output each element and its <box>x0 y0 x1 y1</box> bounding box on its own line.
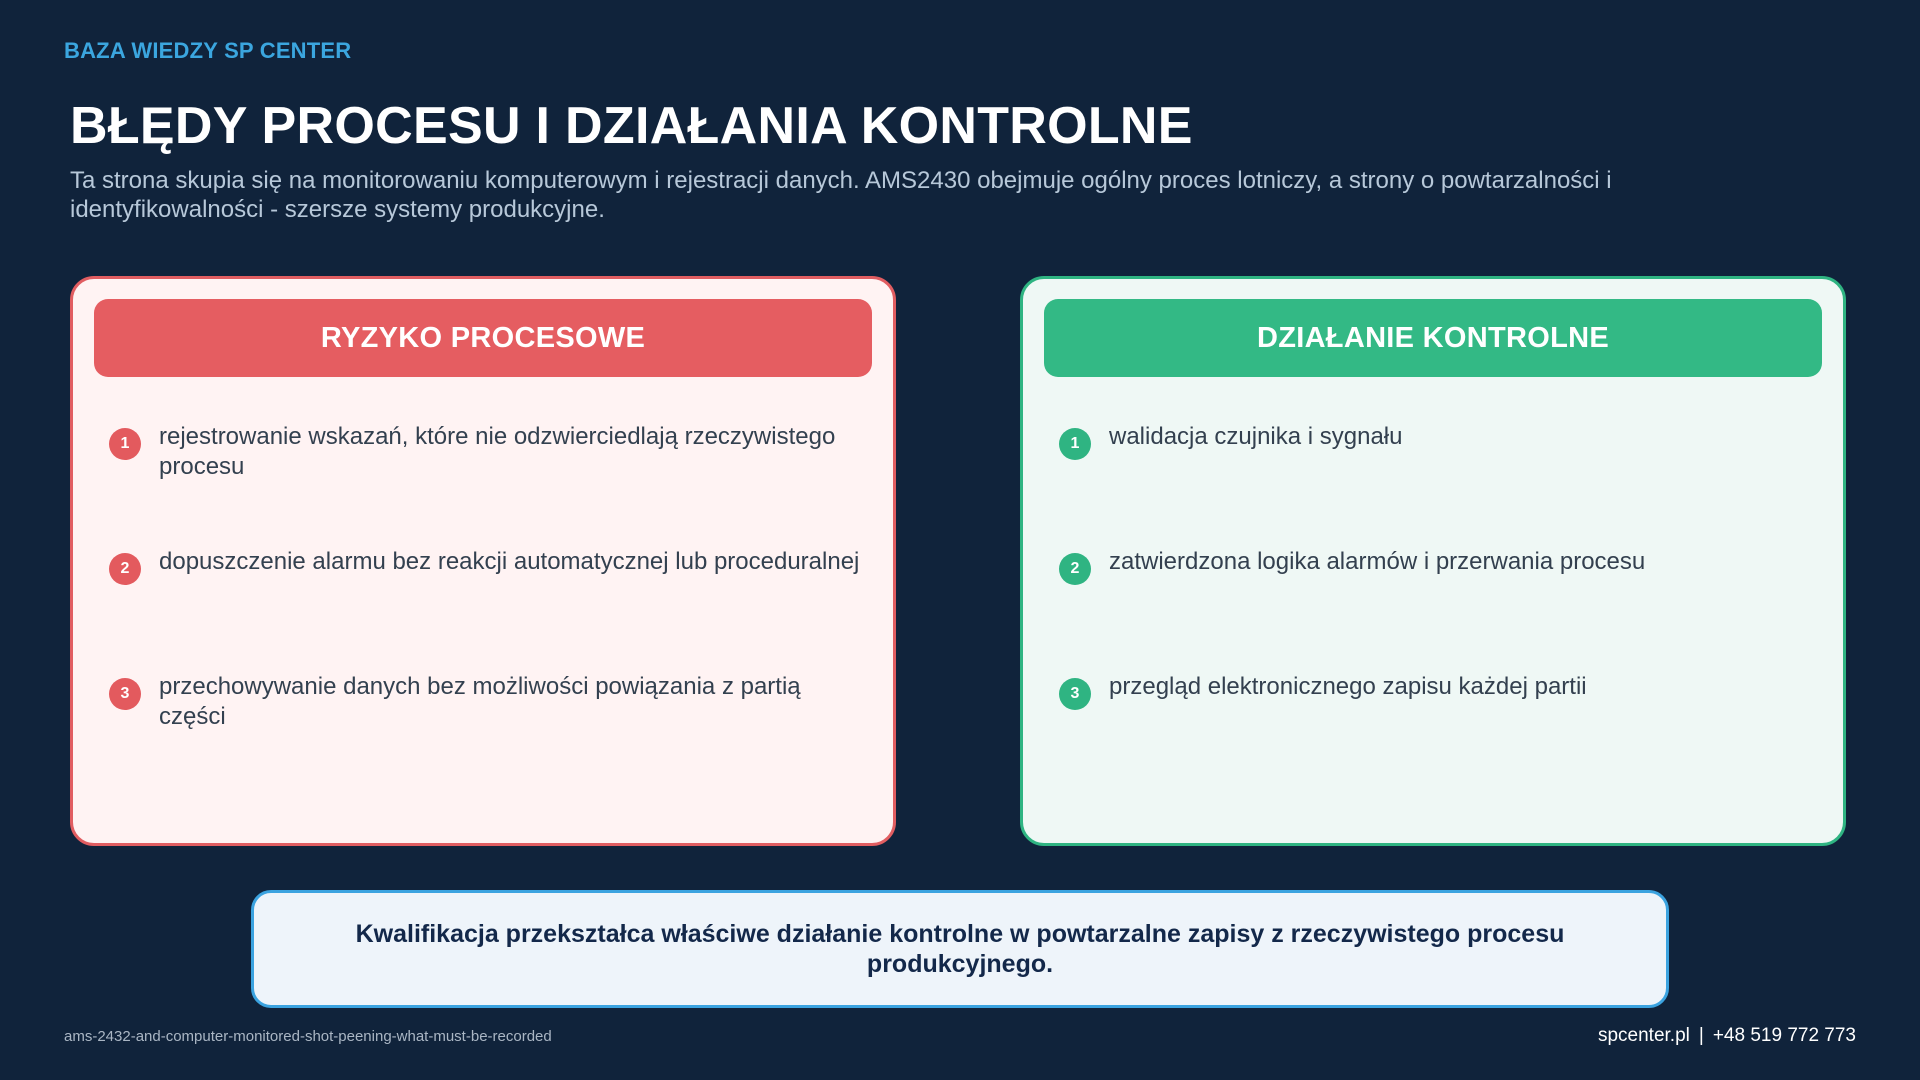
control-item-number-badge: 3 <box>1059 678 1091 710</box>
page-title: BŁĘDY PROCESU I DZIAŁANIA KONTROLNE <box>70 97 1193 155</box>
control-item-text: zatwierdzona logika alarmów i przerwania procesu <box>1109 548 1646 575</box>
control-item-text: walidacja czujnika i sygnału <box>1109 423 1403 450</box>
risk-list <box>109 422 863 797</box>
control-item <box>1059 672 1813 797</box>
control-item <box>1059 422 1813 547</box>
control-list <box>1059 422 1813 797</box>
summary-note-text: Kwalifikacja przekształca właściwe działanie kontrolne w powtarzalne zapisy z rzeczywistego procesu produkcyjnego. <box>355 920 1565 978</box>
control-item-number-badge: 1 <box>1059 428 1091 460</box>
risk-panel-heading: RYZYKO PROCESOWE <box>94 299 872 377</box>
footer-separator: | <box>1698 1025 1704 1046</box>
control-panel-heading: DZIAŁANIE KONTROLNE <box>1044 299 1822 377</box>
footer-phone: +48 519 772 773 <box>1712 1025 1856 1046</box>
risk-panel <box>70 276 896 846</box>
control-item <box>1059 547 1813 672</box>
footer-contact <box>1598 1025 1856 1047</box>
risk-item-number-badge: 1 <box>109 428 141 460</box>
risk-item <box>109 672 863 797</box>
risk-item-text: przechowywanie danych bez możliwości powiązania z partią części <box>159 673 801 730</box>
brand-label: BAZA WIEDZY SP CENTER <box>64 38 352 63</box>
control-item-number-badge: 2 <box>1059 553 1091 585</box>
summary-note <box>251 890 1669 1008</box>
risk-item-text: rejestrowanie wskazań, które nie odzwierciedlają rzeczywistego procesu <box>159 423 836 480</box>
risk-item <box>109 547 863 672</box>
risk-item <box>109 422 863 547</box>
risk-item-number-badge: 3 <box>109 678 141 710</box>
control-panel <box>1020 276 1846 846</box>
page-subtitle: Ta strona skupia się na monitorowaniu komputerowym i rejestracji danych. AMS2430 obejmuje ogólny proces lotniczy, a strony o powtarzalności i identyfikowalności - szersze systemy produkcyjne. <box>70 167 1612 223</box>
control-item-text: przegląd elektronicznego zapisu każdej partii <box>1109 673 1587 700</box>
risk-item-text: dopuszczenie alarmu bez reakcji automatycznej lub proceduralnej <box>159 548 860 575</box>
footer-slug: ams-2432-and-computer-monitored-shot-peening-what-must-be-recorded <box>64 1028 552 1045</box>
risk-item-number-badge: 2 <box>109 553 141 585</box>
footer-website: spcenter.pl <box>1597 1025 1690 1046</box>
